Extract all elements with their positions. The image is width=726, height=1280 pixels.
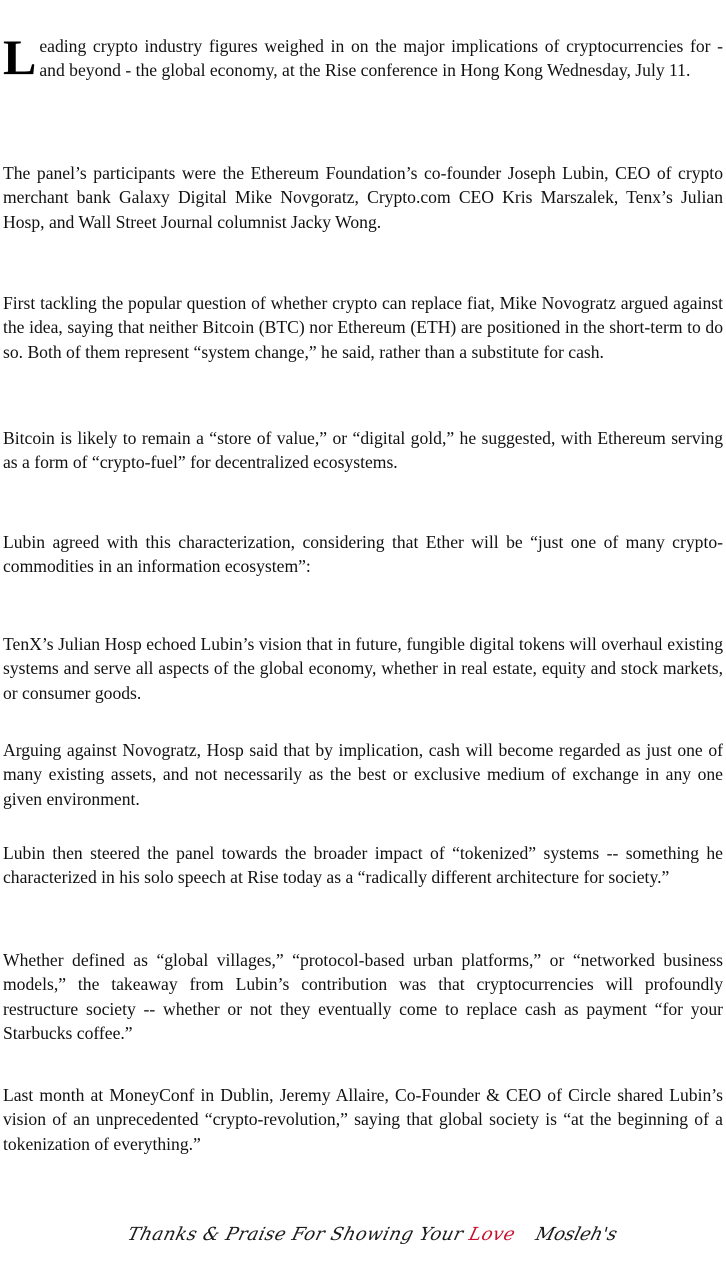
article-paragraph: Arguing against Novogratz, Hosp said that by implication, cash will become regarded as just one of many existing assets, and not necessarily as the best or exclusive medium of exchange in any one given environment.: [3, 740, 723, 809]
intro-text: eading crypto industry figures weighed in on the major implications of cryptocurrencies for - and beyond - the global economy, at the Rise conference in Hong Kong Wednesday, July 11.: [39, 36, 723, 81]
article-paragraph: Last month at MoneyConf in Dublin, Jeremy Allaire, Co-Founder & CEO of Circle shared Lubin’s vision of an unprecedented “crypto-revolution,” saying that global society is “at the beginning of a tokenization of everything.”: [3, 1085, 723, 1154]
signature-name: Mosleh's: [533, 1224, 620, 1245]
article-paragraph: First tackling the popular question of whether crypto can replace fiat, Mike Novogratz argued against the idea, saying that neither Bitcoin (BTC) nor Ethereum (ETH) are positioned in the short-term to do so. Both of them represent “system change,” he said, rather than a substitute for cash.: [3, 293, 723, 362]
article-paragraph: TenX’s Julian Hosp echoed Lubin’s vision that in future, fungible digital tokens will overhaul existing systems and serve all aspects of the global economy, whether in real estate, equity and stock markets, or consumer goods.: [3, 634, 723, 703]
signature-text: Thanks & Praise For Showing Your: [125, 1224, 472, 1245]
article-paragraph-intro: [3, 29, 723, 85]
article-paragraph: Lubin then steered the panel towards the broader impact of “tokenized” systems -- something he characterized in his solo speech at Rise today as a “radically different architecture for society.”: [3, 843, 723, 888]
article-paragraph: Bitcoin is likely to remain a “store of value,” or “digital gold,” he suggested, with Ethereum serving as a form of “crypto-fuel” for decentralized ecosystems.: [3, 428, 723, 473]
article-paragraph: Whether defined as “global villages,” “protocol-based urban platforms,” or “networked business models,” the takeaway from Lubin’s contribution was that cryptocurrencies will profoundly restructure society -- whether or not they eventually come to replace cash as payment “for your Starbucks coffee.”: [3, 950, 723, 1044]
footer-signature: [125, 1224, 517, 1245]
drop-cap: L: [3, 29, 37, 85]
article-paragraph: Lubin agreed with this characterization, considering that Ether will be “just one of many crypto-commodities in an information ecosystem”:: [3, 532, 723, 577]
signature-highlight: Love: [466, 1224, 518, 1245]
article-paragraph: The panel’s participants were the Ethereum Foundation’s co-founder Joseph Lubin, CEO of crypto merchant bank Galaxy Digital Mike Novgoratz, Crypto.com CEO Kris Marszalek, Tenx’s Julian Hosp, and Wall Street Journal columnist Jacky Wong.: [3, 163, 723, 232]
